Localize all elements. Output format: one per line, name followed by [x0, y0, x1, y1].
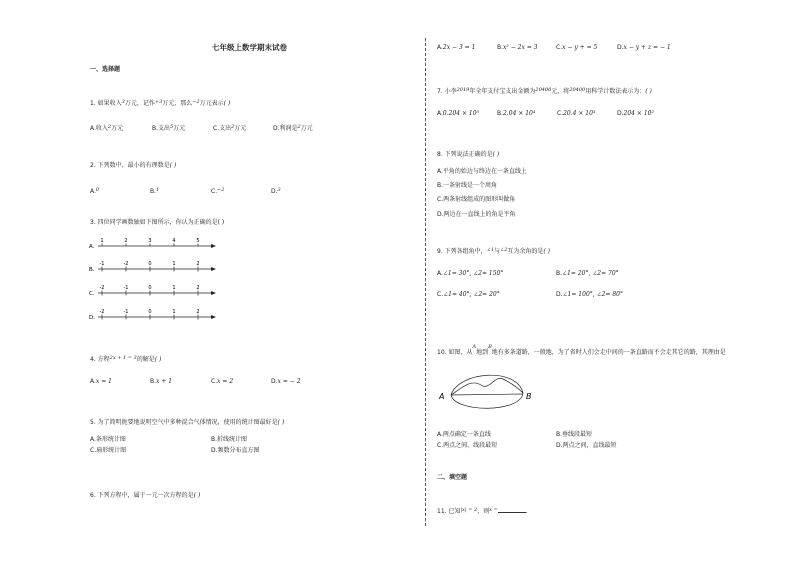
- tick-label: 2: [196, 285, 200, 291]
- q1-option-b[interactable]: B.支出$^5$万元: [152, 124, 186, 132]
- q11-answer-blank[interactable]: [498, 506, 526, 513]
- q7-option-d[interactable]: D.204 × 10²: [617, 110, 654, 117]
- arrow-head-2: [211, 291, 216, 295]
- q11-stem: 11. 已知$^{|x| = 2}$，则$^{x =}$ .: [437, 507, 528, 515]
- tick-label: 5: [196, 238, 200, 244]
- q6-stem: 6. 下列方程中，属于一元一次方程的是( ): [90, 492, 201, 499]
- q10-option-d[interactable]: D.两点之间，直线最短: [556, 442, 617, 449]
- q4-option-d[interactable]: D.x = − 2: [271, 378, 301, 385]
- q9-option-d[interactable]: D.∠1= 100°, ∠2= 80°: [556, 291, 623, 298]
- q7-stem: 7. 小李$^{2019}$年全年支付宝支出金额为$^{20400}$元，将$^{20400}$用科学计数法表示为：( ): [437, 87, 652, 95]
- q9-stem: 9. 下列各组角中，$^{\angle 1}$与$^{\angle 2}$互为余角的是( ): [437, 247, 551, 255]
- q10-option-b[interactable]: B.垂线段最短: [556, 431, 593, 438]
- q4-option-a[interactable]: A.x = 1: [90, 378, 112, 385]
- column-divider: [425, 38, 426, 526]
- q6-option-a[interactable]: A.2x − 3 = 1: [437, 44, 476, 51]
- section-fill: 二、填空题: [437, 474, 468, 481]
- q1-option-d[interactable]: D.利润是$^2$万元: [273, 124, 313, 132]
- q2-option-a[interactable]: A.$^0$: [90, 187, 100, 195]
- q7-option-c[interactable]: C.20.4 × 10³: [557, 110, 596, 117]
- tick-label: -1: [123, 285, 129, 291]
- q5-option-a[interactable]: A.条形统计图: [90, 436, 126, 443]
- tick-label: -2: [99, 285, 105, 291]
- q9-option-c[interactable]: C.∠1= 40°, ∠2= 20°: [437, 291, 500, 298]
- tick-label: -2: [123, 261, 129, 267]
- axis-label-2: C.: [89, 291, 95, 297]
- tick-label: 2: [196, 309, 200, 315]
- point-a-label: A: [439, 392, 445, 401]
- q7-option-b[interactable]: B.2.04 × 10⁴: [497, 110, 536, 117]
- tick-label: 1: [172, 285, 176, 291]
- q4-option-c[interactable]: C.x = 2: [211, 378, 234, 385]
- q1-option-c[interactable]: C.支出$^2$万元: [213, 124, 247, 132]
- q10-roads-figure: [437, 357, 537, 417]
- q8-option-a[interactable]: A.平角的始边与终边在一条直线上: [437, 168, 527, 175]
- tick-label: 2: [124, 238, 128, 244]
- q8-option-d[interactable]: D.两边在一直线上的角是平角: [437, 211, 516, 218]
- axis-label-0: A.: [89, 244, 95, 250]
- q9-option-b[interactable]: B.∠1= 20°, ∠2= 70°: [556, 270, 619, 277]
- q6-option-c[interactable]: C.x − y + = 5: [556, 44, 598, 51]
- q3-number-lines: [88, 236, 218, 328]
- q8-option-b[interactable]: B.一条射线是一个周角: [437, 182, 498, 189]
- q2-option-b[interactable]: B.$^1$: [150, 187, 160, 195]
- axis-label-1: B.: [89, 267, 95, 273]
- straight-road: [451, 394, 523, 395]
- tick-label: 0: [148, 261, 152, 267]
- tick-label: -1: [123, 309, 129, 315]
- arrow-head-1: [211, 267, 216, 271]
- q5-stem: 5. 为了简明扼要地说明空气中多种混合气体情况，使用的统计图最好是( ): [90, 419, 285, 426]
- q4-option-b[interactable]: B.x + 1: [150, 378, 173, 385]
- tick-label: 4: [172, 238, 176, 244]
- tick-label: 1: [100, 238, 104, 244]
- tick-label: 0: [148, 285, 152, 291]
- q1-stem: 1. 如果收入$^3$万元，记作$^{+3}$万元，那么$^{-2}$万元表示( ): [90, 99, 231, 107]
- q2-stem: 2. 下列数中，最小的有理数是( ): [90, 162, 177, 169]
- tick-label: 1: [172, 261, 176, 267]
- q10-option-a[interactable]: A.两点确定一条直线: [437, 431, 491, 438]
- q6-option-b[interactable]: B.x² − 2x = 3: [497, 44, 538, 51]
- q8-option-c[interactable]: C.两条射线组成的图形叫做角: [437, 196, 516, 203]
- tick-label: 1: [172, 309, 176, 315]
- arrow-head-0: [211, 244, 216, 248]
- tick-label: 2: [196, 261, 200, 267]
- page-title: 七年级上数学期末试卷: [212, 43, 287, 52]
- axis-label-3: D.: [89, 315, 95, 321]
- q2-option-d[interactable]: D.$^3$: [271, 187, 281, 195]
- arrow-head-3: [211, 315, 216, 319]
- q10-stem: 10. 如图，从$^A$地到$^B$地有多条道路，一般地，为了省时人们会走中间的一条直路而不会走其它的路，其理由是: [437, 344, 726, 356]
- q8-stem: 8. 下列说法正确的是( ): [437, 151, 500, 158]
- q7-option-a[interactable]: A.0.204 × 10⁵: [437, 110, 479, 117]
- tick-label: -1: [99, 261, 105, 267]
- tick-label: -2: [99, 309, 105, 315]
- tick-label: 0: [148, 309, 152, 315]
- q5-option-c[interactable]: C.扇形统计图: [90, 447, 127, 454]
- q5-option-b[interactable]: B.折线统计图: [211, 436, 248, 443]
- q2-option-c[interactable]: C.$^{-2}$: [211, 187, 225, 195]
- q5-option-d[interactable]: D.频数分布直方图: [211, 447, 260, 454]
- point-b-label: B: [526, 392, 532, 401]
- q6-option-d[interactable]: D.x − y + z = − 1: [617, 44, 671, 51]
- q4-stem: 4. 方程$^{2x + 1 = 3}$的解是( ): [90, 355, 162, 363]
- tick-label: 3: [148, 238, 152, 244]
- q1-option-a[interactable]: A.收入$^2$万元: [90, 124, 124, 132]
- section-choice: 一、选择题: [90, 66, 121, 73]
- q10-option-c[interactable]: C.两点之间，线段最短: [437, 442, 498, 449]
- q9-option-a[interactable]: A.∠1= 30°, ∠2= 150°: [437, 270, 504, 277]
- q3-stem: 3. 四位同学画数轴如下图所示，你认为正确的是( ): [90, 219, 225, 226]
